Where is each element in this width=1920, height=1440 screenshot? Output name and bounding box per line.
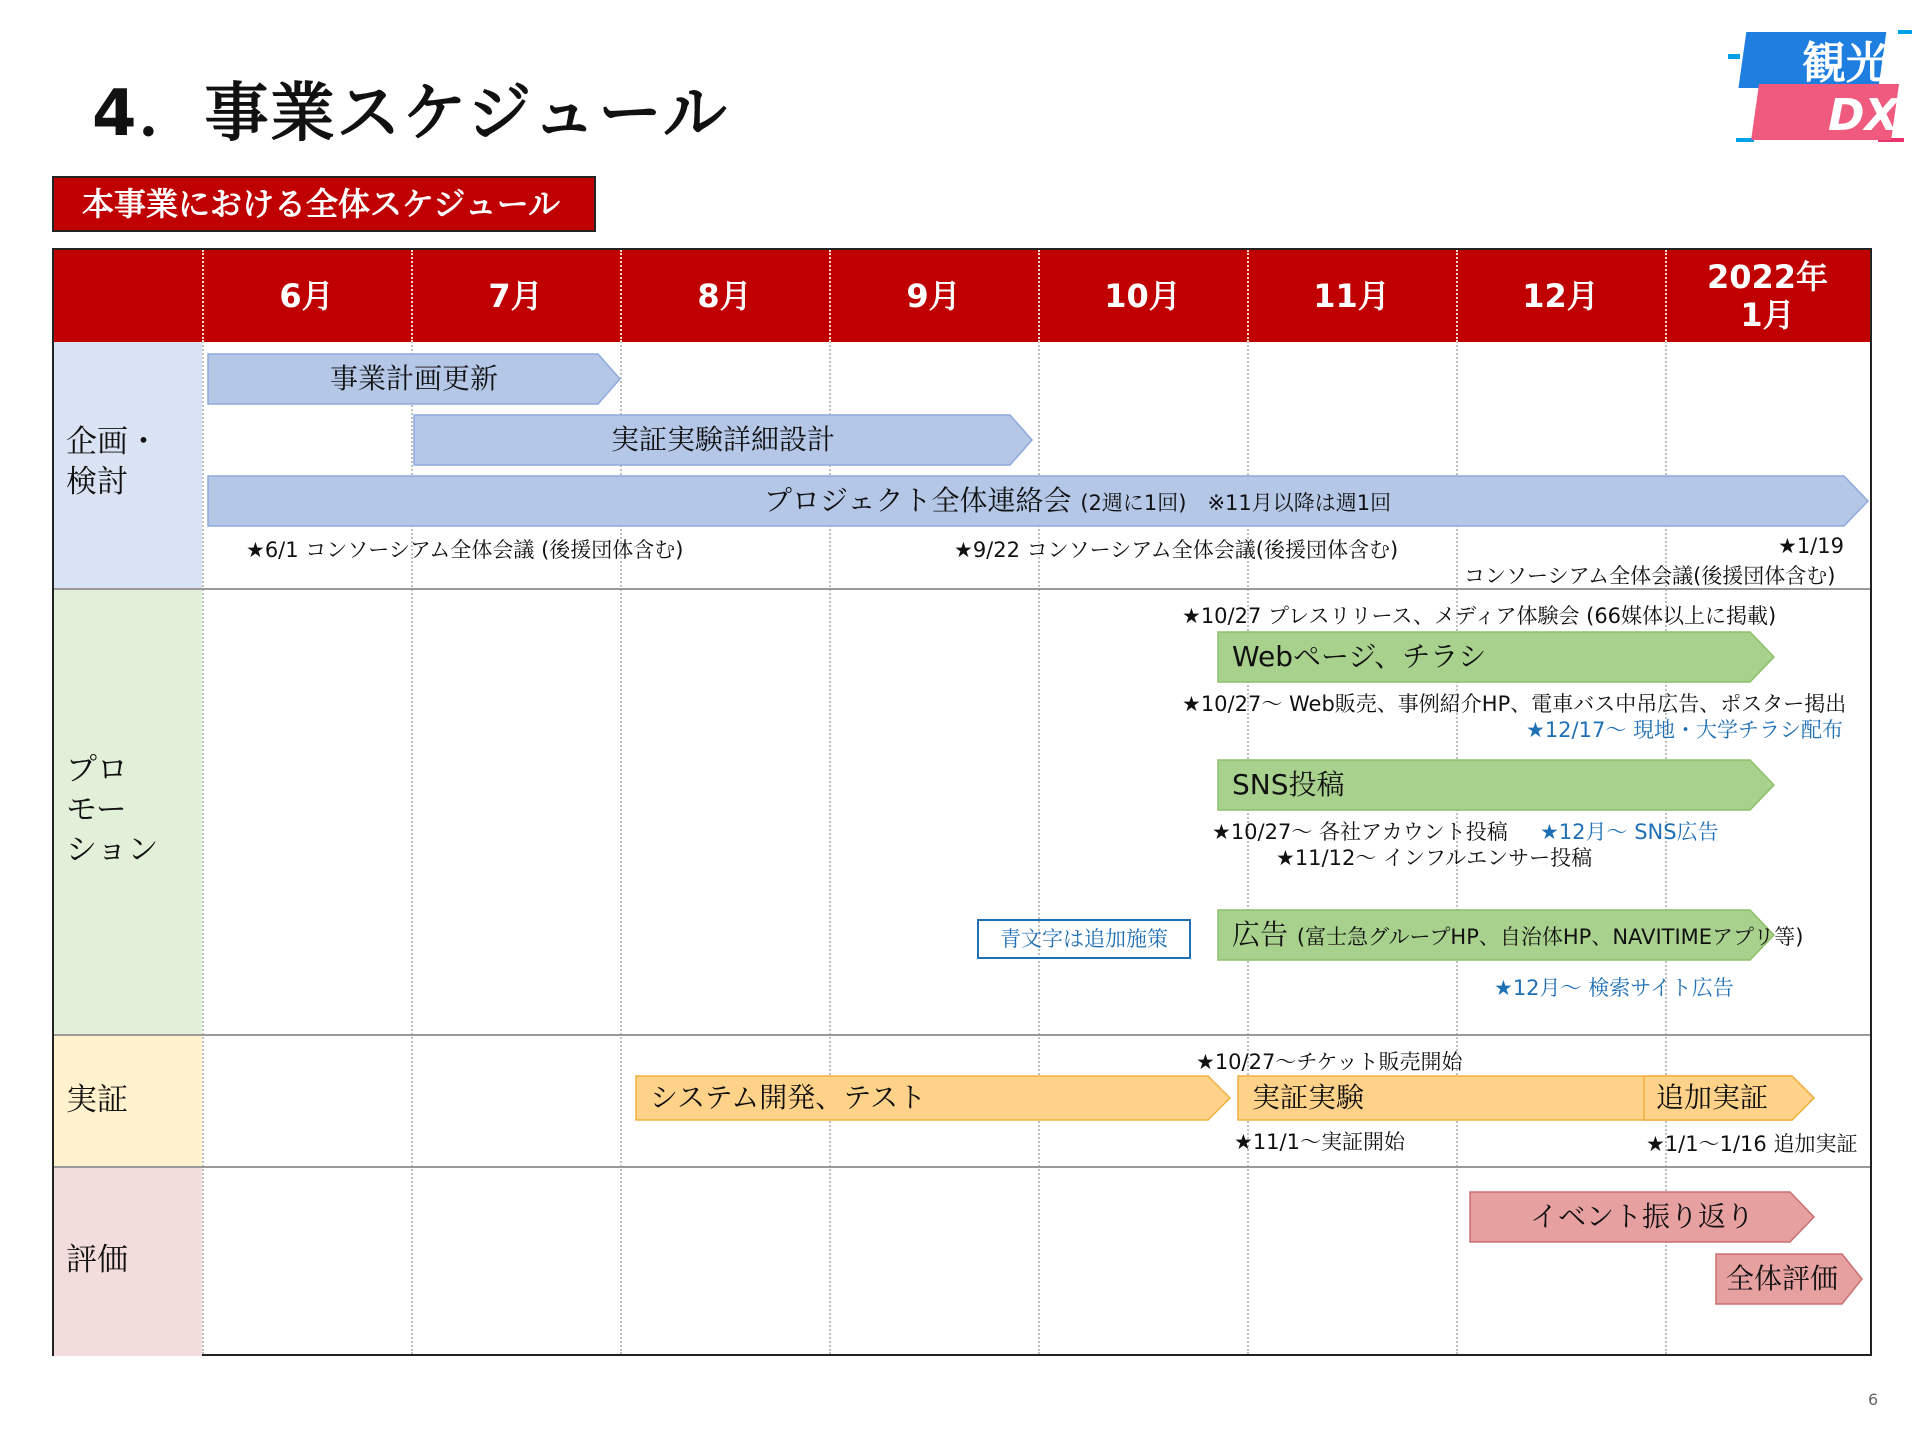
month-dec: 12月: [1522, 277, 1599, 315]
bar-label: 追加実証: [1656, 1081, 1769, 1114]
bar-label: システム開発、テスト: [650, 1081, 927, 1114]
month-oct: 10月: [1104, 277, 1181, 315]
logo-text-dx: DX: [1828, 90, 1899, 141]
bar-label: [764, 476, 1391, 526]
note-ticket-sales: ★10/27～チケット販売開始: [1196, 1050, 1463, 1074]
row-label-promotion: プロ モー ション: [66, 752, 159, 868]
bar-label: SNS投稿: [1232, 768, 1345, 801]
note-demo-start: ★11/1～実証開始: [1234, 1130, 1405, 1154]
bar-label: 全体評価: [1726, 1262, 1839, 1295]
logo-text-kanko: 観光: [1802, 38, 1890, 89]
month-jul: 7月: [488, 277, 543, 315]
month-header: [54, 250, 1870, 342]
note-sns-ads: ★12月～ SNS広告: [1540, 820, 1719, 844]
bar-additional-demo: [1644, 1076, 1814, 1120]
note-web-sales: ★10/27～ Web販売、事例紹介HP、電車バス中吊広告、ポスター掲出: [1182, 692, 1847, 716]
legend-additional-measures: 青文字は追加施策: [977, 919, 1191, 959]
row-label-demo: 実証: [66, 1082, 128, 1118]
bar-overall-eval: [1716, 1254, 1862, 1304]
bar-label: イベント振り返り: [1529, 1200, 1754, 1233]
month-jan-2022: 2022年 1月: [1706, 258, 1829, 334]
month-sep: 9月: [906, 277, 961, 315]
bar-experiment-design: [414, 415, 1032, 465]
project-meeting-note: (2週に1回) ※11月以降は週1回: [1080, 491, 1392, 515]
note-press-release: ★10/27 プレスリリース、メディア体験会 (66媒体以上に掲載): [1182, 604, 1777, 628]
page-title: 4．事業スケジュール: [92, 77, 729, 151]
note-influencer: ★11/12～ インフルエンサー投稿: [1276, 846, 1593, 870]
schedule-grid: [52, 248, 1872, 1356]
note-account-posts: ★10/27～ 各社アカウント投稿: [1212, 820, 1508, 844]
bar-event-review: [1470, 1192, 1814, 1242]
ads-note: (富士急グループHP、自治体HP、NAVITIMEアプリ等): [1296, 925, 1804, 949]
bar-sns: [1218, 760, 1774, 810]
bar-system-dev: [636, 1076, 1230, 1120]
note-consortium-0601: ★6/1 コンソーシアム全体会議 (後援団体含む): [246, 538, 684, 562]
bar-label: 事業計画更新: [329, 362, 498, 395]
bar-label: 実証実験: [1252, 1081, 1365, 1114]
bar-label: Webページ、チラシ: [1232, 640, 1487, 673]
note-search-ads: ★12月～ 検索サイト広告: [1494, 976, 1734, 1000]
bar-ads: [1218, 910, 1804, 960]
row-label-evaluation: 評価: [66, 1242, 128, 1278]
note-consortium-0119: コンソーシアム全体会議(後援団体含む): [1464, 564, 1836, 588]
page-number: 6: [1868, 1390, 1879, 1409]
bar-project-meeting: [208, 476, 1868, 526]
section-label: 本事業における全体スケジュール: [52, 176, 596, 232]
month-jun: 6月: [279, 277, 334, 315]
bar-label: 実証実験詳細設計: [610, 423, 835, 456]
row-label-planning: 企画・ 検討: [66, 424, 159, 500]
note-additional-demo: ★1/1～1/16 追加実証: [1646, 1132, 1858, 1156]
bar-web-flyer: [1218, 632, 1774, 682]
project-meeting-label: プロジェクト全体連絡会: [764, 484, 1072, 517]
bar-label: [1232, 910, 1803, 960]
bar-business-plan: [208, 354, 620, 404]
kanko-dx-logo: [1728, 20, 1918, 150]
note-consortium-0922: ★9/22 コンソーシアム全体会議(後援団体含む): [954, 538, 1399, 562]
note-consortium-0119-date: ★1/19: [1778, 534, 1844, 558]
note-flyer-distribution: ★12/17～ 現地・大学チラシ配布: [1526, 718, 1844, 742]
ads-label: 広告: [1232, 918, 1289, 951]
month-aug: 8月: [697, 277, 752, 315]
month-nov: 11月: [1313, 277, 1390, 315]
